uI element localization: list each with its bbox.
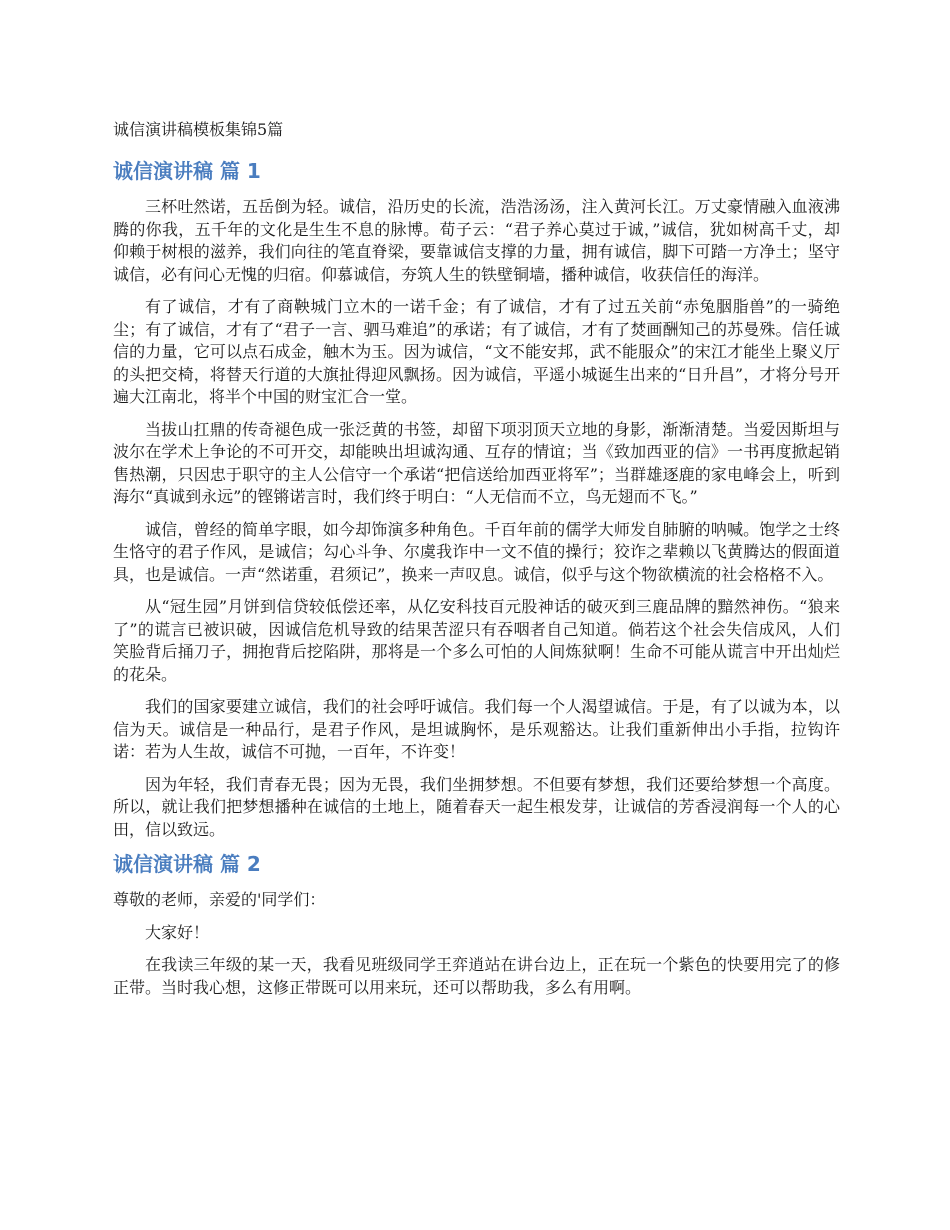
document-title: 诚信演讲稿模板集锦5篇 (113, 120, 284, 139)
paragraph: 诚信，曾经的简单字眼，如今却饰演多种角色。千百年前的儒学大师发自肺腑的呐喊。饱学之士终生恪守的君子作风，是诚信；勾心斗争、尔虞我诈中一文不值的操行；狡诈之辈赖以飞黄腾达的假面道具，也是诚信。一声“然诺重，君须记”，换来一声叹息。诚信，似乎与这个物欲横流的社会格格不入。 (113, 519, 840, 584)
paragraph: 三杯吐然诺，五岳倒为轻。诚信，沿历史的长流，浩浩汤汤，注入黄河长江。万丈豪情融入血液沸腾的你我，五千年的文化是生生不息的脉博。荀子云：“君子养心莫过于诚，”诚信，犹如树高千丈，却仰赖于树根的滋养，我们向往的笔直脊梁，要靠诚信支撑的力量，拥有诚信，脚下可踏一方净土；坚守诚信，必有问心无愧的归宿。仰慕诚信，夯筑人生的铁壁铜墙，播种诚信，收获信任的海洋。 (113, 197, 840, 284)
section-1 (113, 158, 840, 841)
paragraph: 大家好！ (145, 922, 210, 942)
paragraph: 当拔山扛鼎的传奇褪色成一张泛黄的书签，却留下项羽顶天立地的身影，渐渐清楚。当爱因斯坦与波尔在学术上争论的不可开交，却能映出坦诚沟通、互存的情谊；当《致加西亚的信》一书再度掀起销售热潮，只因忠于职守的主人公信守一个承诺“把信送给加西亚将军”；当群雄逐鹿的家电峰会上，听到海尔“真诚到永远”的铿锵诺言时，我们终于明白：“人无信而不立，鸟无翅而不飞。” (113, 419, 840, 506)
paragraph: 从“冠生园”月饼到信贷较低偿还率，从亿安科技百元股神话的破灭到三鹿品牌的黯然神伤。“狼来了”的谎言已被识破，因诚信危机导致的结果苦涩只有吞咽者自己知道。倘若这个社会失信成风，人们笑脸背后捅刀子，拥抱背后挖陷阱，那将是一个多么可怕的人间炼狱啊！生命不可能从谎言中开出灿烂的花朵。 (113, 597, 840, 684)
document-page (113, 120, 840, 1009)
paragraph: 我们的国家要建立诚信，我们的社会呼吁诚信。我们每一个人渴望诚信。于是，有了以诚为本，以信为天。诚信是一种品行，是君子作风，是坦诚胸怀，是乐观豁达。让我们重新伸出小手指，拉钩许诺：若为人生故，诚信不可抛，一百年，不许变！ (113, 697, 840, 761)
section-2 (113, 851, 840, 999)
section-heading: 诚信演讲稿 篇 1 (113, 159, 261, 183)
paragraph: 因为年轻，我们青春无畏；因为无畏，我们坐拥梦想。不但要有梦想，我们还要给梦想一个高度。所以，就让我们把梦想播种在诚信的土地上，随着春天一起生根发芽，让诚信的芳香浸润每一个人的心田，信以致远。 (113, 774, 840, 839)
paragraph: 有了诚信，才有了商鞅城门立木的一诺千金；有了诚信，才有了过五关前“赤兔胭脂兽”的一骑绝尘；有了诚信，才有了“君子一言、驷马难追”的承诺；有了诚信，才有了焚画酬知己的苏曼殊。信任诚信的力量，它可以点石成金，触木为玉。因为诚信，“文不能安邦，武不能服众”的宋江才能坐上聚义厅的头把交椅，将替天行道的大旗扯得迎风飘扬。因为诚信，平遥小城诞生出来的“日升昌”，才将分号开遍大江南北，将半个中国的财宝汇合一堂。 (113, 297, 840, 406)
paragraph: 在我读三年级的某一天，我看见班级同学王弈逍站在讲台边上，正在玩一个紫色的快要用完了的修正带。当时我心想，这修正带既可以用来玩，还可以帮助我，多么有用啊。 (113, 955, 840, 997)
section-heading: 诚信演讲稿 篇 2 (113, 852, 261, 876)
salutation: 尊敬的老师，亲爱的'同学们： (113, 890, 326, 909)
